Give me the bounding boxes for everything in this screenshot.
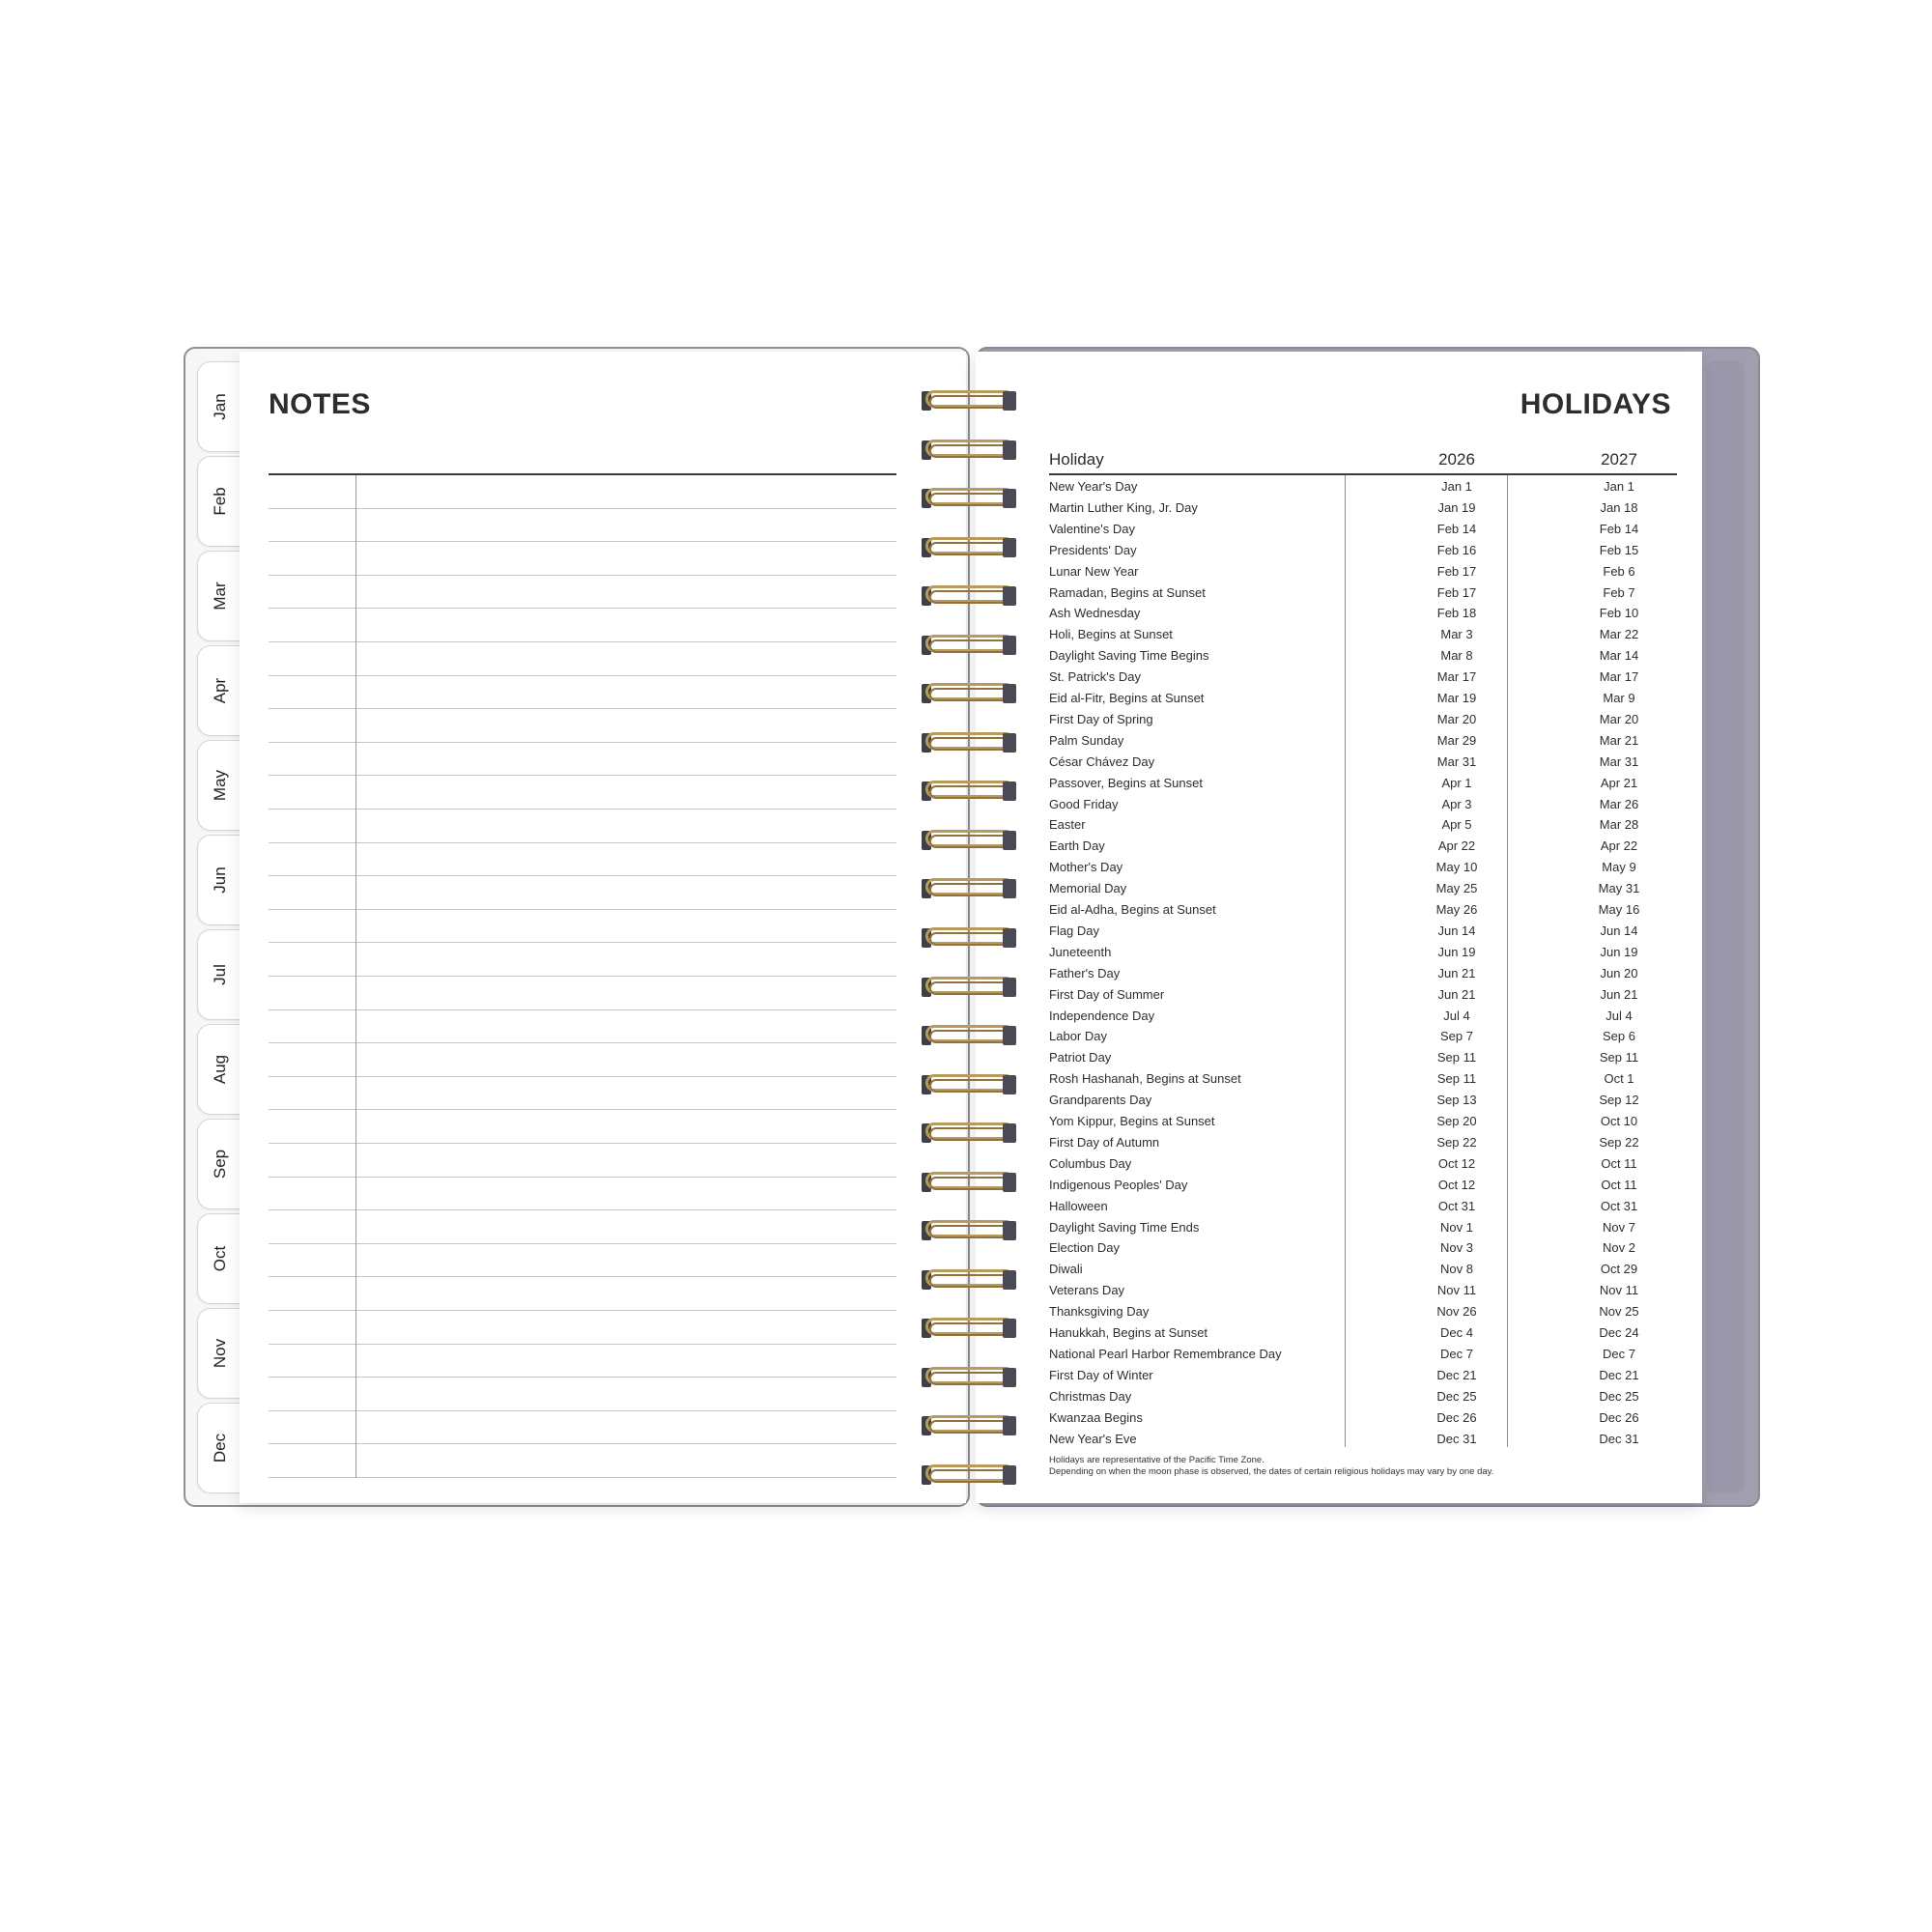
spiral-coil (920, 1411, 1026, 1438)
ruled-line (269, 541, 896, 542)
ruled-line (269, 742, 896, 743)
spiral-coil (920, 484, 1026, 511)
spiral-coil (920, 1265, 1026, 1293)
holiday-date-2027: Apr 21 (1600, 775, 1638, 790)
holiday-date-2026: Feb 17 (1436, 584, 1477, 600)
spiral-binding (920, 386, 1026, 1488)
holiday-row (976, 1007, 1702, 1028)
holiday-name: Holi, Begins at Sunset (1049, 627, 1173, 642)
holiday-date-2027: Oct 11 (1601, 1155, 1637, 1171)
holiday-row (976, 795, 1702, 816)
month-tab-label: Aug (210, 1054, 229, 1085)
holiday-date-2026: Apr 22 (1437, 838, 1476, 854)
holiday-date-2027: Mar 22 (1599, 627, 1639, 642)
holiday-date-2026: May 25 (1435, 881, 1478, 896)
month-tab-label: Jun (210, 867, 229, 894)
holiday-row (976, 520, 1702, 541)
spiral-coil (920, 1314, 1026, 1341)
holiday-date-2027: Sep 6 (1603, 1029, 1635, 1044)
holidays-page (976, 352, 1702, 1503)
holiday-row (976, 837, 1702, 858)
holiday-date-2027: Dec 25 (1599, 1388, 1639, 1404)
holiday-date-2026: Oct 12 (1437, 1177, 1476, 1192)
holiday-date-2027: Apr 22 (1600, 838, 1638, 854)
holiday-row (976, 731, 1702, 753)
column-divider-2027 (1507, 475, 1508, 1447)
holiday-row (976, 668, 1702, 689)
holidays-title: HOLIDAYS (1520, 388, 1671, 420)
holiday-name: Grandparents Day (1049, 1093, 1152, 1108)
holiday-row (976, 1323, 1702, 1345)
ruled-line (269, 942, 896, 943)
spiral-coil (920, 1363, 1026, 1390)
holiday-date-2026: Nov 3 (1440, 1240, 1473, 1256)
holiday-date-2026: Feb 16 (1436, 542, 1477, 557)
ruled-line (269, 1477, 896, 1478)
holiday-row (976, 1027, 1702, 1048)
spiral-coil (920, 874, 1026, 901)
holiday-name: Hanukkah, Begins at Sunset (1049, 1325, 1208, 1340)
holiday-date-2026: Apr 1 (1441, 775, 1472, 790)
holiday-name: Yom Kippur, Begins at Sunset (1049, 1114, 1215, 1128)
holiday-row (976, 858, 1702, 879)
holiday-date-2027: Jan 1 (1604, 479, 1634, 494)
ruled-line (269, 1377, 896, 1378)
holiday-name: Valentine's Day (1049, 521, 1135, 536)
holiday-date-2027: Sep 11 (1599, 1050, 1639, 1065)
spiral-coil (920, 777, 1026, 804)
spiral-coil (920, 386, 1026, 413)
holiday-name: New Year's Day (1049, 479, 1138, 494)
footnote-line-1: Holidays are representative of the Pacific Time Zone. (1049, 1455, 1264, 1465)
holiday-name: First Day of Spring (1049, 711, 1153, 726)
holiday-name: Presidents' Day (1049, 542, 1137, 557)
holiday-date-2026: Dec 4 (1440, 1325, 1473, 1340)
column-header-2027: 2027 (1601, 450, 1637, 469)
holiday-row (976, 1260, 1702, 1281)
holiday-date-2027: Mar 28 (1599, 817, 1639, 833)
holiday-date-2026: Jan 19 (1437, 499, 1476, 515)
holiday-date-2026: Mar 31 (1436, 753, 1477, 769)
month-tab-label: Apr (210, 677, 229, 704)
month-tabs (197, 359, 242, 1495)
holiday-date-2027: Jun 14 (1600, 923, 1638, 938)
holiday-name: Martin Luther King, Jr. Day (1049, 499, 1198, 515)
spiral-coil (920, 1216, 1026, 1243)
spiral-coil (920, 679, 1026, 706)
holiday-row (976, 1408, 1702, 1430)
holiday-row (976, 625, 1702, 646)
holiday-row (976, 1154, 1702, 1176)
holiday-name: Memorial Day (1049, 881, 1127, 896)
holiday-date-2026: Oct 31 (1437, 1198, 1476, 1213)
holiday-name: First Day of Autumn (1049, 1134, 1160, 1150)
notes-page (240, 352, 966, 1503)
holiday-date-2027: Feb 10 (1599, 606, 1639, 621)
month-tab-label: Mar (210, 582, 229, 611)
holiday-date-2027: Nov 7 (1603, 1219, 1635, 1235)
holiday-name: Mother's Day (1049, 860, 1123, 875)
holiday-date-2027: Dec 7 (1603, 1346, 1635, 1361)
month-tab-oct[interactable] (197, 1213, 242, 1304)
holiday-date-2027: Dec 26 (1599, 1409, 1639, 1425)
holiday-date-2027: Mar 31 (1599, 753, 1639, 769)
holiday-date-2026: Sep 22 (1436, 1134, 1477, 1150)
holiday-row (976, 1218, 1702, 1239)
holiday-row (976, 815, 1702, 837)
holiday-date-2026: Nov 8 (1440, 1262, 1473, 1277)
holiday-date-2027: Feb 15 (1599, 542, 1639, 557)
holidays-footnote (1049, 1455, 1493, 1478)
holiday-date-2027: Oct 29 (1600, 1262, 1638, 1277)
ruled-line (269, 809, 896, 810)
holiday-row (976, 498, 1702, 520)
ruled-line (269, 708, 896, 709)
holiday-name: Labor Day (1049, 1029, 1107, 1044)
holiday-date-2027: Jun 19 (1600, 944, 1638, 959)
ruled-line (269, 875, 896, 876)
spiral-coil (920, 631, 1026, 658)
holiday-date-2026: Dec 31 (1436, 1431, 1477, 1446)
holiday-name: Father's Day (1049, 965, 1121, 980)
holiday-row (976, 1302, 1702, 1323)
holiday-date-2027: Oct 11 (1601, 1177, 1637, 1192)
holiday-date-2027: Nov 25 (1599, 1304, 1639, 1320)
holiday-date-2027: Dec 21 (1599, 1367, 1639, 1382)
column-divider-2026 (1345, 475, 1346, 1447)
holiday-date-2027: May 16 (1598, 902, 1640, 917)
holiday-row (976, 689, 1702, 710)
holiday-name: Thanksgiving Day (1049, 1304, 1150, 1320)
holiday-date-2026: Dec 25 (1436, 1388, 1477, 1404)
holiday-date-2027: Oct 1 (1604, 1071, 1634, 1087)
holiday-date-2027: Feb 7 (1603, 584, 1635, 600)
ruled-line (269, 842, 896, 843)
ruled-line (269, 1410, 896, 1411)
ruled-line (269, 641, 896, 642)
holiday-date-2026: Mar 8 (1440, 648, 1473, 664)
holiday-date-2026: Sep 13 (1436, 1093, 1477, 1108)
ruled-line (269, 909, 896, 910)
spiral-coil (920, 923, 1026, 951)
holiday-date-2027: May 31 (1598, 881, 1640, 896)
column-header-2026: 2026 (1438, 450, 1475, 469)
ruled-line (269, 1076, 896, 1077)
holiday-name: Eid al-Adha, Begins at Sunset (1049, 902, 1216, 917)
month-tab-label: Nov (210, 1338, 229, 1369)
holiday-date-2026: Apr 3 (1441, 796, 1472, 811)
holiday-row (976, 879, 1702, 900)
holiday-row (976, 753, 1702, 774)
holiday-date-2027: Mar 21 (1599, 732, 1639, 748)
month-tab-jun[interactable] (197, 835, 242, 925)
holiday-row (976, 1387, 1702, 1408)
holiday-date-2026: Mar 20 (1436, 711, 1477, 726)
holiday-name: Diwali (1049, 1262, 1083, 1277)
holiday-date-2026: Mar 3 (1440, 627, 1473, 642)
holiday-row (976, 562, 1702, 583)
holiday-row (976, 1091, 1702, 1112)
holiday-name: Earth Day (1049, 838, 1105, 854)
holiday-date-2026: Sep 11 (1436, 1050, 1477, 1065)
holiday-row (976, 1366, 1702, 1387)
holiday-row (976, 1430, 1702, 1451)
ruled-line (269, 1243, 896, 1244)
holiday-name: Daylight Saving Time Ends (1049, 1219, 1200, 1235)
holiday-row (976, 1112, 1702, 1133)
holiday-name: Independence Day (1049, 1008, 1155, 1023)
holiday-row (976, 1345, 1702, 1366)
holiday-row (976, 1176, 1702, 1197)
holiday-date-2027: Mar 20 (1599, 711, 1639, 726)
holiday-date-2026: Jun 19 (1437, 944, 1476, 959)
holiday-date-2027: Mar 26 (1599, 796, 1639, 811)
holiday-row (976, 985, 1702, 1007)
holiday-name: Easter (1049, 817, 1086, 833)
month-tab-mar[interactable] (197, 551, 242, 641)
ruled-line (269, 1209, 896, 1210)
ruled-line (269, 575, 896, 576)
holiday-date-2027: Oct 10 (1600, 1114, 1638, 1128)
holiday-row (976, 1069, 1702, 1091)
holiday-date-2026: Jul 4 (1443, 1008, 1470, 1023)
month-tab-may[interactable] (197, 740, 242, 831)
holiday-row (976, 1133, 1702, 1154)
spiral-coil (920, 826, 1026, 853)
holiday-name: First Day of Summer (1049, 986, 1165, 1002)
holiday-name: First Day of Winter (1049, 1367, 1153, 1382)
holiday-row (976, 541, 1702, 562)
holiday-date-2026: Mar 17 (1436, 669, 1477, 685)
holiday-date-2026: Sep 11 (1436, 1071, 1477, 1087)
holiday-name: Columbus Day (1049, 1155, 1132, 1171)
spiral-coil (920, 973, 1026, 1000)
holiday-date-2027: Nov 11 (1599, 1283, 1639, 1298)
holiday-date-2027: Sep 12 (1599, 1093, 1639, 1108)
holiday-row (976, 1197, 1702, 1218)
holiday-date-2026: Feb 18 (1436, 606, 1477, 621)
holiday-name: Daylight Saving Time Begins (1049, 648, 1209, 664)
holiday-date-2027: May 9 (1602, 860, 1636, 875)
holiday-date-2026: Mar 29 (1436, 732, 1477, 748)
holiday-date-2026: Jun 21 (1437, 965, 1476, 980)
holiday-name: Christmas Day (1049, 1388, 1132, 1404)
spiral-coil (920, 533, 1026, 560)
column-header-holiday: Holiday (1049, 450, 1104, 469)
notes-margin-line (355, 475, 356, 1478)
spiral-coil (920, 728, 1026, 755)
holiday-date-2027: Feb 14 (1599, 521, 1639, 536)
holiday-date-2027: Nov 2 (1603, 1240, 1635, 1256)
spiral-coil (920, 582, 1026, 609)
ruled-line (269, 1344, 896, 1345)
holiday-name: Good Friday (1049, 796, 1119, 811)
spiral-coil (920, 1461, 1026, 1488)
holiday-date-2026: Oct 12 (1437, 1155, 1476, 1171)
holiday-row (976, 710, 1702, 731)
holiday-date-2026: Feb 17 (1436, 563, 1477, 579)
holiday-name: Election Day (1049, 1240, 1120, 1256)
cover-inner-edge (1706, 360, 1745, 1493)
holiday-date-2026: Jan 1 (1441, 479, 1472, 494)
holiday-date-2026: May 26 (1435, 902, 1478, 917)
ruled-line (269, 775, 896, 776)
holiday-name: National Pearl Harbor Remembrance Day (1049, 1346, 1282, 1361)
holiday-name: Passover, Begins at Sunset (1049, 775, 1203, 790)
spiral-coil (920, 1168, 1026, 1195)
holiday-date-2026: May 10 (1435, 860, 1478, 875)
holiday-date-2027: Mar 14 (1599, 648, 1639, 664)
month-tab-feb[interactable] (197, 456, 242, 547)
holiday-date-2026: Jun 21 (1437, 986, 1476, 1002)
month-tab-jan[interactable] (197, 361, 242, 452)
month-tab-label: Jul (210, 964, 229, 985)
month-tab-sep[interactable] (197, 1119, 242, 1209)
ruled-line (269, 1177, 896, 1178)
holiday-date-2027: Dec 24 (1599, 1325, 1639, 1340)
ruled-line (269, 608, 896, 609)
ruled-line (269, 1276, 896, 1277)
holiday-date-2027: Oct 31 (1600, 1198, 1638, 1213)
holiday-name: Palm Sunday (1049, 732, 1124, 748)
ruled-line (269, 1143, 896, 1144)
holiday-date-2026: Nov 11 (1436, 1283, 1477, 1298)
holiday-name: Ramadan, Begins at Sunset (1049, 584, 1206, 600)
holiday-name: Eid al-Fitr, Begins at Sunset (1049, 691, 1205, 705)
month-tab-label: Jan (210, 393, 229, 420)
month-tab-label: May (210, 769, 229, 802)
holiday-row (976, 774, 1702, 795)
holiday-row (976, 1238, 1702, 1260)
holiday-date-2026: Apr 5 (1441, 817, 1472, 833)
ruled-line (269, 1443, 896, 1444)
holiday-date-2027: Mar 17 (1599, 669, 1639, 685)
holiday-date-2026: Dec 26 (1436, 1409, 1477, 1425)
spiral-coil (920, 1021, 1026, 1048)
spiral-coil (920, 1070, 1026, 1097)
holiday-date-2026: Mar 19 (1436, 691, 1477, 705)
holiday-name: Patriot Day (1049, 1050, 1112, 1065)
holiday-name: Indigenous Peoples' Day (1049, 1177, 1188, 1192)
holiday-date-2027: Jun 21 (1600, 986, 1638, 1002)
spiral-coil (920, 1119, 1026, 1146)
holiday-date-2027: Dec 31 (1599, 1431, 1639, 1446)
holiday-date-2026: Feb 14 (1436, 521, 1477, 536)
holidays-header-rule (1049, 473, 1677, 475)
holiday-date-2027: Feb 6 (1603, 563, 1635, 579)
notes-ruled-lines (269, 475, 896, 1480)
holiday-date-2027: Jul 4 (1605, 1008, 1633, 1023)
holiday-row (976, 964, 1702, 985)
month-tab-apr[interactable] (197, 645, 242, 736)
holiday-row (976, 646, 1702, 668)
holiday-date-2026: Dec 21 (1436, 1367, 1477, 1382)
holiday-name: Veterans Day (1049, 1283, 1125, 1298)
holiday-name: Halloween (1049, 1198, 1108, 1213)
month-tab-aug[interactable] (197, 1024, 242, 1115)
notes-title: NOTES (269, 388, 371, 420)
holiday-date-2026: Sep 20 (1436, 1114, 1477, 1128)
holiday-name: Lunar New Year (1049, 563, 1139, 579)
month-tab-label: Dec (210, 1433, 229, 1463)
ruled-line (269, 1042, 896, 1043)
holiday-name: St. Patrick's Day (1049, 669, 1141, 685)
month-tab-jul[interactable] (197, 929, 242, 1020)
holiday-row (976, 1281, 1702, 1302)
month-tab-nov[interactable] (197, 1308, 242, 1399)
month-tab-label: Feb (210, 487, 229, 516)
ruled-line (269, 1310, 896, 1311)
holiday-date-2026: Nov 26 (1436, 1304, 1477, 1320)
month-tab-dec[interactable] (197, 1403, 242, 1493)
holiday-row (976, 477, 1702, 498)
holiday-date-2027: Sep 22 (1599, 1134, 1639, 1150)
holiday-name: Kwanzaa Begins (1049, 1409, 1143, 1425)
holiday-row (976, 1048, 1702, 1069)
holiday-name: Flag Day (1049, 923, 1100, 938)
holiday-date-2027: Jun 20 (1600, 965, 1638, 980)
holiday-row (976, 900, 1702, 922)
ruled-line (269, 1009, 896, 1010)
holiday-row (976, 583, 1702, 605)
holiday-date-2027: Jan 18 (1600, 499, 1638, 515)
ruled-line (269, 508, 896, 509)
ruled-line (269, 976, 896, 977)
holiday-row (976, 943, 1702, 964)
holiday-date-2026: Dec 7 (1440, 1346, 1473, 1361)
holiday-name: Juneteenth (1049, 944, 1112, 959)
holiday-row (976, 604, 1702, 625)
holiday-name: New Year's Eve (1049, 1431, 1137, 1446)
holiday-date-2026: Jun 14 (1437, 923, 1476, 938)
holiday-date-2027: Mar 9 (1603, 691, 1635, 705)
holiday-date-2026: Nov 1 (1440, 1219, 1473, 1235)
spiral-coil (920, 436, 1026, 463)
month-tab-label: Sep (210, 1149, 229, 1179)
ruled-line (269, 675, 896, 676)
ruled-line (269, 1109, 896, 1110)
month-tab-label: Oct (210, 1245, 229, 1272)
holiday-name: Rosh Hashanah, Begins at Sunset (1049, 1071, 1241, 1087)
holiday-row (976, 922, 1702, 943)
holiday-date-2026: Sep 7 (1440, 1029, 1473, 1044)
footnote-line-2: Depending on when the moon phase is observed, the dates of certain religious holidays may vary by one day. (1049, 1466, 1494, 1477)
holiday-name: Ash Wednesday (1049, 606, 1141, 621)
holiday-name: César Chávez Day (1049, 753, 1155, 769)
